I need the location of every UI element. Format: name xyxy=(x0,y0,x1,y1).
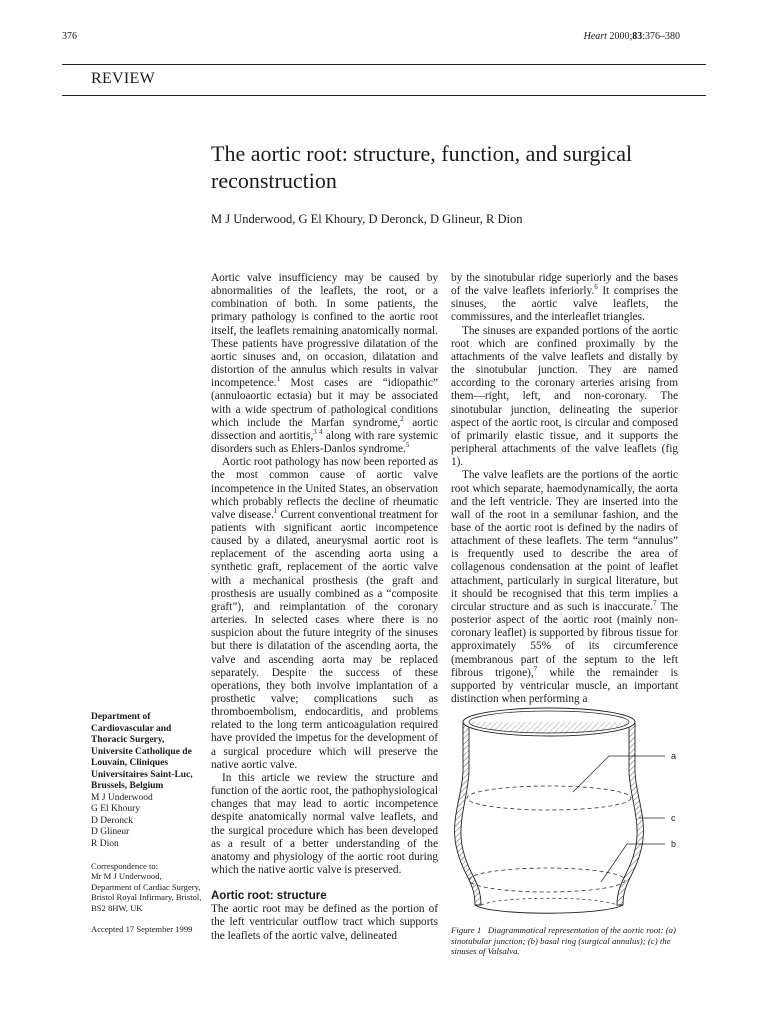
section-heading: Aortic root: structure xyxy=(211,890,327,903)
body-column-right xyxy=(451,272,678,706)
accepted-date: Accepted 17 September 1999 xyxy=(91,924,193,935)
paragraph: In this article we review the structure and function of the aortic root, the pathophysiological changes that may lead to aortic incompetence despite anatomically normal valve leaflets, and the surgical procedure which has been developed as a result of a better understanding of the anatomy and physiology of the aortic root during which the native aortic valve is preserved. xyxy=(211,771,438,877)
journal-name: Heart xyxy=(583,31,607,42)
journal-pages: :376–380 xyxy=(642,31,680,42)
basal-ring xyxy=(469,868,625,892)
sinotubular-junction xyxy=(467,786,631,810)
affiliation-author: M J Underwood xyxy=(91,792,153,803)
aortic-wall-left xyxy=(455,722,481,905)
header-rule-bottom xyxy=(62,95,706,96)
correspondence xyxy=(91,861,203,913)
label-b: b xyxy=(671,839,677,849)
paragraph: Aortic valve insufficiency may be caused by abnormalities of the leaflets, the root, or a combination of both. In some patients, the primary pathology is confined to the aortic root itself, the leaflets remaining anatomically normal. These patients have progressive dilatation of the aortic sinuses and, on occasion, dilatation and distortion of the annulus which results in valvar incompetence.$^1$ Most cases are “idiopathic” (annuloaortic ectasia) but it may be associated with a wide spectrum of pathological conditions which include the Marfan syndrome,$^2$ aortic dissection and aortitis,$^{3 4}$ along with rare systemic disorders such as Ehlers-Danlos syndrome.$^5$ xyxy=(211,272,438,456)
article-title: The aortic root: structure, function, and surgical reconstruction xyxy=(211,141,633,193)
affiliation-author: D Deronck xyxy=(91,815,133,826)
figure-caption xyxy=(451,925,681,957)
correspondence-address: Mr M J Underwood, Department of Cardiac Surgery, Bristol Royal Infirmary, Bristol, BS2 8HW, UK xyxy=(91,871,202,913)
label-a: a xyxy=(671,751,677,761)
paragraph: The aortic root may be defined as the portion of the left ventricular outflow tract which supports the leaflets of the aortic valve, delineated xyxy=(211,903,438,942)
paragraph: The valve leaflets are the portions of the aortic root which separate, haemodynamically, the aorta and the left ventricle. They are inserted into the wall of the root in a semilunar fashion, and the base of the aortic root is defined by the nadirs of attachment of these leaflets. The term “annulus” is frequently used to describe the area of collagenous condensation at the point of leaflet attachment, particularly in surgical literature, but it should be recognised that this term implies a circular structure and as such is inaccurate.$^7$ The posterior aspect of the aortic root (mainly non-coronary leaflet) is supported by fibrous tissue for approximately 55% of its circumference (membranous part of the septum to the left fibrous trigone),$^7$ while the remainder is supported by ventricular muscle, an important distinction when performing a xyxy=(451,469,679,705)
journal-year: 2000; xyxy=(609,31,633,42)
aortic-wall-right xyxy=(617,722,643,905)
leader-a xyxy=(573,756,665,792)
section-label: REVIEW xyxy=(91,70,156,87)
header-rule-top xyxy=(62,64,706,65)
caption-label: Figure 1 xyxy=(451,925,482,935)
department: Department of Cardiovascular and Thoracic Surgery, Universite Catholique de Louvain, Cliniques Universitaires Saint-Luc, Brussels, Belgium xyxy=(91,712,193,791)
paragraph: by the sinotubular ridge superiorly and the bases of the valve leaflets inferiorly.$^6$ It comprises the sinuses, the aortic valve leaflets, the commissures, and the interleaflet triangles. xyxy=(451,272,678,324)
paragraph: The sinuses are expanded portions of the aortic root which are confined proximally by the attachments of the valve leaflets and distally by the sinotubular junction. They are named according to the coronary arteries arising from them—right, left, and non-coronary. The sinotubular junction, delineating the superior aspect of the aortic root, is circular and composed of primarily elastic tissue, and it supports the peripheral attachments of the valve leaflets (fig 1). xyxy=(451,324,678,469)
journal-volume: 83 xyxy=(632,31,643,42)
label-c: c xyxy=(671,813,676,823)
paragraph: Aortic root pathology has now been reported as the most common cause of aortic valve incompetence in the United States, an observation which probably reflects the decline of rheumatic valve disease.$^1$ Current conventional treatment for patients with significant aortic incompetence caused by a dilated, aneurysmal aortic root is replacement of the ascending aorta using a synthetic graft, replacement of the aortic valve with a mechanical prosthesis (the graft and prosthesis are usually combined as a “composite graft”), and reimplantation of the coronary arteries. In selected cases where there is no suspicion about the future integrity of the sinuses but there is dilatation of the ascending aorta, the valve and ascending aorta may be replaced separately. Despite the success of these operations, they both involve implantation of a prosthetic valve; complications such as thromboembolism, endocarditis, and problems related to the long term anticoagulation required have provided the impetus for the development of a surgical procedure which will preserve the native aortic valve. xyxy=(211,456,438,771)
correspondence-label: Correspondence to: xyxy=(91,861,159,871)
affiliation-author: D Glineur xyxy=(91,827,130,837)
affiliation-box xyxy=(91,712,203,934)
body-column-left xyxy=(211,272,438,943)
caption-text: Diagrammatical representation of the aortic root: (a) sinotubular junction; (b) basal ring (surgical annulus); (c) the sinuses of Valsalva. xyxy=(451,925,676,957)
page-number: 376 xyxy=(62,31,77,42)
journal-reference xyxy=(584,31,680,42)
aortic-root-diagram xyxy=(451,700,691,922)
bottom-rim xyxy=(475,905,623,913)
affiliation-author: G El Khoury xyxy=(91,804,141,814)
affiliation-author: R Dion xyxy=(91,838,119,849)
article-authors: M J Underwood, G El Khoury, D Deronck, D Glineur, R Dion xyxy=(211,212,523,226)
